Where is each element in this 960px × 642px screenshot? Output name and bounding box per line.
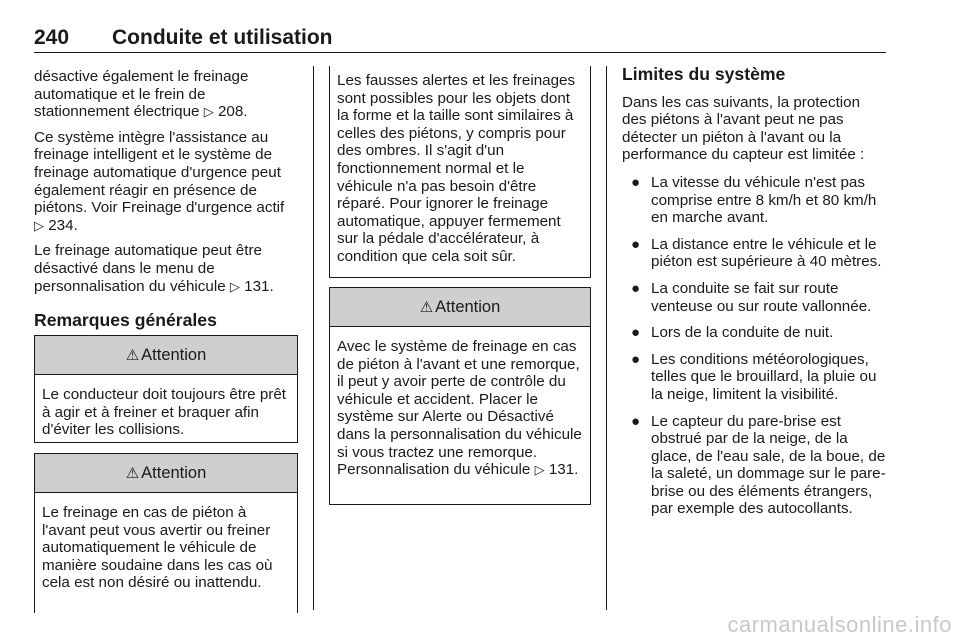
subheading: Remarques générales: [34, 310, 217, 331]
page-ref-arrow-icon: ▷: [534, 463, 545, 479]
bullet-list: [622, 174, 888, 518]
paragraph: [34, 129, 298, 236]
warning-box-continued: [329, 66, 591, 278]
list-item-text: Le capteur du pare-brise est obstrué par de la neige, de la glace, de l'eau sale, de la boue, de la saleté, un dommage sur le pare-brise ou des éléments étrangers, par exemple des autocollants.: [651, 412, 886, 518]
bullet-icon: ●: [631, 173, 641, 191]
page-header: [34, 26, 886, 53]
warning-box: [329, 287, 591, 505]
paragraph: [34, 242, 298, 296]
page-ref: 131.: [244, 277, 274, 295]
warning-body: [330, 327, 590, 480]
warning-text: Avec le système de freinage en cas de piéton à l'avant et une remorque, il peut y avoir perte de contrôle du véhicule et accident. Placer le système sur Alerte ou Désactivé dans la personnalisation du véhicule si vous tractez une remorque. Personnalisation du véhicule: [337, 338, 582, 479]
list-item-text: La distance entre le véhicule et le piéton est supérieure à 40 mètres.: [651, 235, 882, 271]
warning-box-header: [35, 336, 297, 375]
subheading: Limites du système: [622, 64, 786, 84]
bullet-icon: ●: [631, 350, 641, 368]
page-ref: 131.: [548, 461, 579, 479]
page-number: 240: [34, 26, 70, 49]
warning-title: Attention: [141, 346, 207, 364]
page-ref-arrow-icon: ▷: [34, 218, 44, 234]
bullet-icon: ●: [631, 324, 641, 342]
warning-box: [34, 335, 298, 443]
paragraph-text: Ce système intègre l'assistance au freinage intelligent et le système de freinage automatique d'urgence peut également réagir en présence de piétons. Voir Freinage d'urgence actif: [34, 128, 285, 217]
column-1: [34, 68, 298, 342]
column-3: [622, 64, 888, 527]
warning-box-header: [35, 454, 297, 493]
warning-box-header: [330, 288, 590, 327]
warning-triangle-icon: ⚠: [125, 346, 140, 364]
warning-text: Les fausses alertes et les freinages sont possibles pour les objets dont la forme et la taille sont similaires à celles des piétons, y compris pour des ombres. Il s'agit d'un fonctionnement normal et le véhicule n'a pas besoin d'être réparé. Pour ignorer le freinage automatique, appuyer fermement sur la pédale d'accélérateur, à condition que cela soit sûr.: [337, 72, 576, 265]
list-item-text: La vitesse du véhicule n'est pas comprise entre 8 km/h et 80 km/h en marche avant.: [651, 173, 877, 227]
list-item: [622, 174, 888, 227]
warning-triangle-icon: ⚠: [125, 464, 140, 482]
warning-triangle-icon: ⚠: [419, 298, 434, 316]
warning-title: Attention: [435, 298, 501, 316]
list-item: [622, 236, 888, 271]
paragraph-text: Le freinage automatique peut être désactivé dans le menu de personnalisation du véhicule: [34, 242, 262, 295]
list-item: [622, 351, 888, 404]
list-item-text: Lors de la conduite de nuit.: [651, 324, 834, 342]
list-item-text: Les conditions météorologiques, telles que le brouillard, la pluie ou la neige, limitent la visibilité.: [651, 350, 877, 403]
warning-title: Attention: [141, 464, 207, 482]
section-title: Conduite et utilisation: [112, 26, 333, 49]
page-ref-arrow-icon: ▷: [229, 279, 240, 295]
list-item: [622, 280, 888, 315]
column-divider-1: [313, 66, 314, 610]
list-item: [622, 413, 888, 519]
page-ref-arrow-icon: ▷: [203, 105, 214, 121]
bullet-icon: ●: [631, 412, 641, 430]
paragraph-text: désactive également le freinage automatique et le frein de stationnement électrique: [34, 68, 249, 121]
warning-text: Le conducteur doit toujours être prêt à agir et à freiner et braquer afin d'éviter les collisions.: [42, 386, 286, 439]
warning-text: Le freinage en cas de piéton à l'avant peut vous avertir ou freiner automatiquement le véhicule de manière soudaine dans les cas où cela est non désiré ou inattendu.: [42, 504, 273, 592]
bullet-icon: ●: [631, 235, 641, 253]
bullet-icon: ●: [631, 279, 641, 297]
page-ref: 208.: [217, 103, 248, 121]
list-item-text: La conduite se fait sur route venteuse ou sur route vallonnée.: [651, 279, 872, 315]
watermark: carmanualsonline.info: [727, 612, 952, 637]
list-item: [622, 324, 888, 342]
page-ref: 234.: [48, 216, 78, 234]
warning-box: [34, 453, 298, 613]
column-divider-2: [606, 66, 607, 610]
paragraph: [34, 68, 298, 122]
intro-paragraph: Dans les cas suivants, la protection des piétons à l'avant peut ne pas détecter un piéton à l'avant ou la performance du capteur est limitée :: [622, 93, 865, 164]
